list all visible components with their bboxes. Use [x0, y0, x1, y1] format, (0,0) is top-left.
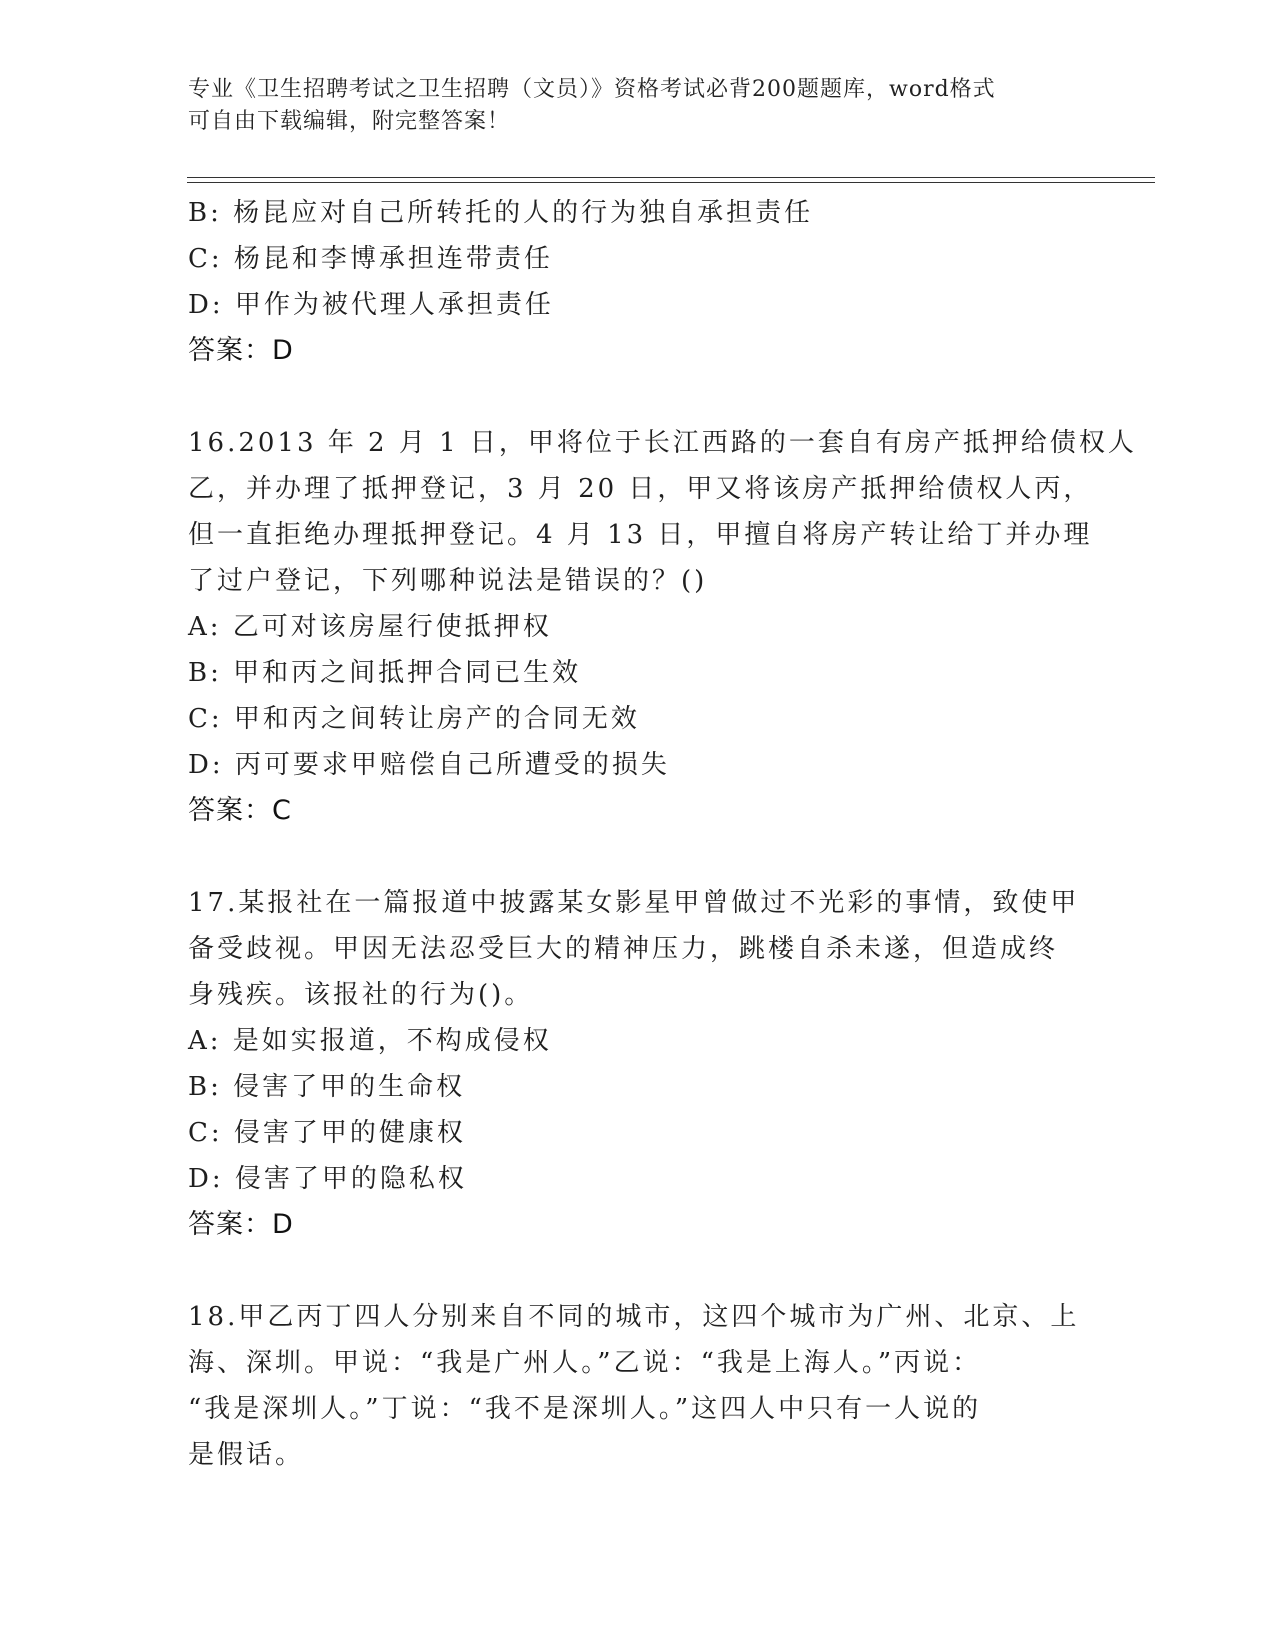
header-rule-top	[187, 177, 1155, 178]
q18-stem-line: 海、深圳。甲说：“我是广州人。”乙说：“我是上海人。”丙说：	[188, 1348, 982, 1378]
q15-option-d: D: 甲作为被代理人承担责任	[188, 290, 554, 320]
question-18	[188, 1294, 1148, 1478]
question-17	[188, 880, 1148, 1248]
q16-option-b: B: 甲和丙之间抵押合同已生效	[188, 658, 582, 688]
q17-option-a: A: 是如实报道，不构成侵权	[188, 1026, 552, 1056]
q16-option-d: D: 丙可要求甲赔偿自己所遭受的损失	[188, 750, 670, 780]
question-content	[188, 190, 1148, 1478]
q16-option-c: C: 甲和丙之间转让房产的合同无效	[188, 704, 640, 734]
page-header	[188, 74, 1088, 138]
spacer	[188, 374, 1148, 420]
q17-option-d: D: 侵害了甲的隐私权	[188, 1164, 467, 1194]
q16-stem-line: 16.2013 年 2 月 1 日，甲将位于长江西路的一套自有房产抵押给债权人	[188, 428, 1137, 458]
question-16	[188, 420, 1148, 834]
q17-stem-line: 身残疾。该报社的行为()。	[188, 980, 534, 1010]
q17-stem-line: 备受歧视。甲因无法忍受巨大的精神压力，跳楼自杀未遂，但造成终	[188, 934, 1059, 964]
q17-option-c: C: 侵害了甲的健康权	[188, 1118, 466, 1148]
question-15	[188, 190, 1148, 374]
header-title-line-2: 可自由下载编辑，附完整答案！	[188, 109, 511, 134]
q16-stem-line: 乙，并办理了抵押登记，3 月 20 日，甲又将该房产抵押给债权人丙，	[188, 474, 1093, 504]
q15-option-b: B: 杨昆应对自己所转托的人的行为独自承担责任	[188, 198, 814, 228]
spacer	[188, 834, 1148, 880]
q16-option-a: A: 乙可对该房屋行使抵押权	[188, 612, 552, 642]
q18-stem-line: 是假话。	[188, 1440, 305, 1470]
spacer	[188, 1248, 1148, 1294]
q15-option-c: C: 杨昆和李博承担连带责任	[188, 244, 553, 274]
q17-answer: 答案：D	[188, 1209, 294, 1240]
q17-option-b: B: 侵害了甲的生命权	[188, 1072, 466, 1102]
q15-answer: 答案：D	[188, 335, 294, 366]
q16-answer: 答案：C	[188, 795, 292, 826]
q18-stem-line: “我是深圳人。”丁说：“我不是深圳人。”这四人中只有一人说的	[188, 1394, 982, 1424]
q16-stem-line: 但一直拒绝办理抵押登记。4 月 13 日，甲擅自将房产转让给丁并办理	[188, 520, 1093, 550]
q18-stem-line: 18.甲乙丙丁四人分别来自不同的城市，这四个城市为广州、北京、上	[188, 1302, 1080, 1332]
header-title-line-1: 专业《卫生招聘考试之卫生招聘（文员）》资格考试必背200题题库，word格式	[188, 77, 996, 102]
q17-stem-line: 17.某报社在一篇报道中披露某女影星甲曾做过不光彩的事情，致使甲	[188, 888, 1080, 918]
q16-stem-line: 了过户登记，下列哪种说法是错误的？()	[188, 566, 708, 596]
header-rule-bottom	[187, 182, 1155, 183]
